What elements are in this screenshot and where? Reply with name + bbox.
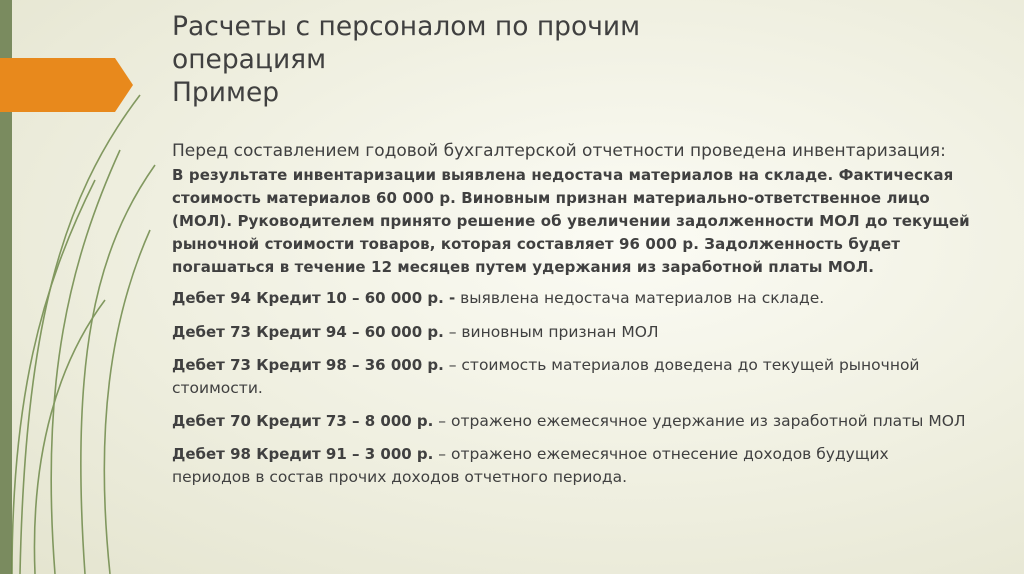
entry-posting: Дебет 73 Кредит 98 – 36 000 р. (172, 356, 444, 374)
title-line-3: Пример (172, 77, 280, 108)
entry-posting: Дебет 73 Кредит 94 – 60 000 р. (172, 323, 444, 341)
entry-description: – отражено ежемесячное удержание из заработной платы МОЛ (433, 412, 966, 430)
slide-title (172, 10, 872, 109)
journal-entry (172, 443, 972, 489)
title-line-2: операциям (172, 44, 327, 75)
title-line-1: Расчеты с персоналом по прочим (172, 11, 641, 42)
entry-description: – стоимость материалов доведена до текущей рыночной стоимости. (172, 356, 920, 397)
journal-entry (172, 354, 972, 400)
entry-description: – виновным признан МОЛ (443, 323, 659, 341)
slide-body (172, 140, 972, 489)
entry-posting: Дебет 98 Кредит 91 – 3 000 р. (172, 445, 434, 463)
journal-entry (172, 287, 972, 310)
journal-entry (172, 321, 972, 344)
entry-description: – отражено ежемесячное отнесение доходов будущих периодов в состав прочих доходов отчетного периода. (172, 445, 889, 486)
case-description: В результате инвентаризации выявлена недостача материалов на складе. Фактическая стоимость материалов 60 000 р. Виновным признан материально-ответственное лицо (МОЛ). Руководителем принято решение об увеличении задолженности МОЛ до текущей рыночной стоимости товаров, которая составляет 96 000 р. Задолженность будет погашаться в течение 12 месяцев путем удержания из заработной платы МОЛ. (172, 166, 970, 276)
entry-posting: Дебет 94 Кредит 10 – 60 000 р. - (172, 289, 456, 307)
intro-text: Перед составлением годовой бухгалтерской отчетности проведена инвентаризация: (172, 141, 946, 161)
orange-arrow-tab (0, 58, 135, 112)
entry-posting: Дебет 70 Кредит 73 – 8 000 р. (172, 412, 434, 430)
journal-entry (172, 410, 972, 433)
entry-description: выявлена недостача материалов на складе. (455, 289, 825, 307)
